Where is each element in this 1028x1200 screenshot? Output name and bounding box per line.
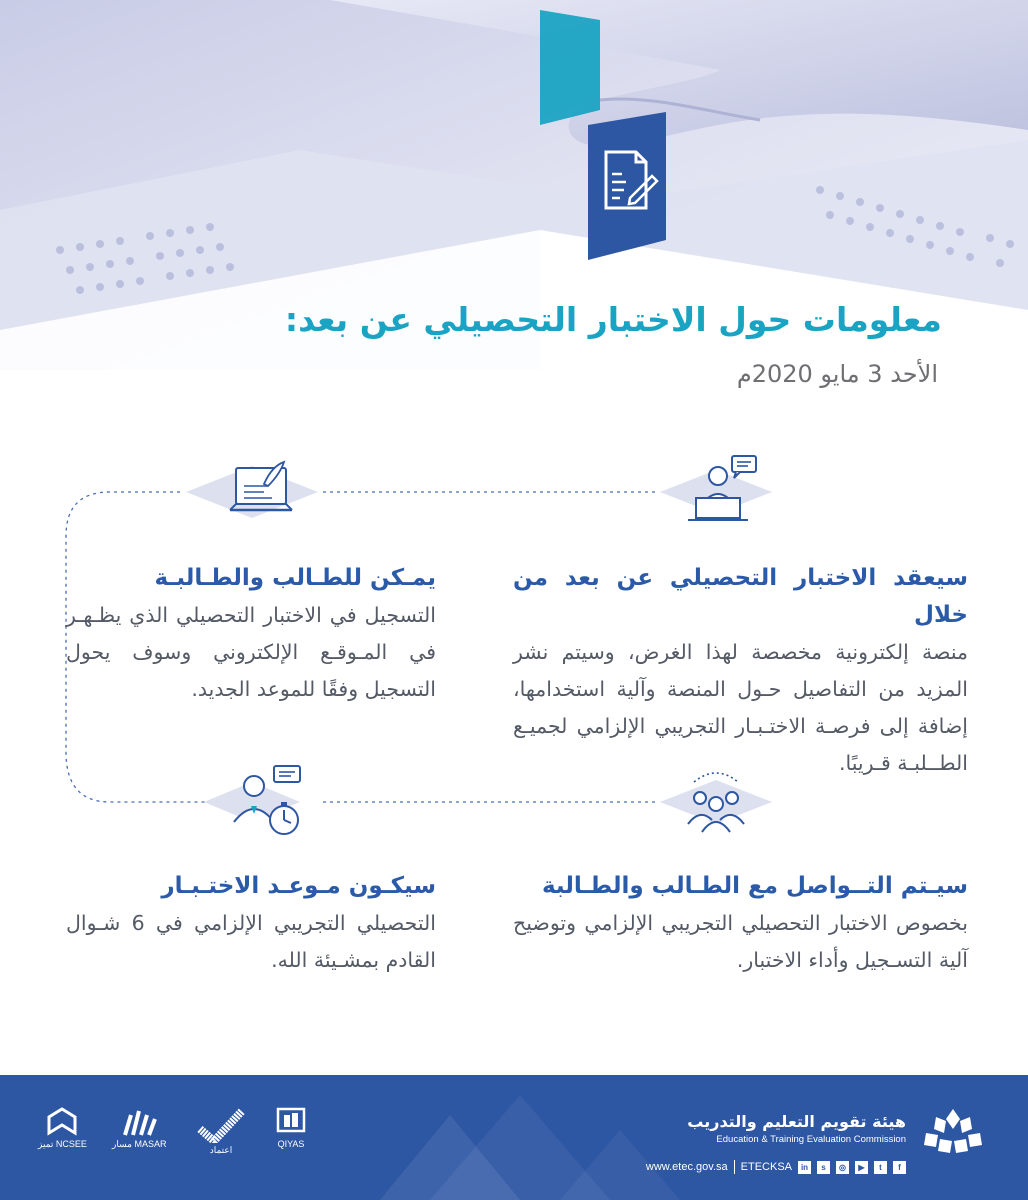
info-block-1-heading: سيعقد الاختبار التحصيلي عن بعد من خلال [513, 565, 968, 628]
masar-icon [119, 1107, 159, 1137]
partner-logo-qiyas: QIYAS [276, 1107, 306, 1149]
page-date: الأحد 3 مايو 2020م [736, 360, 938, 388]
info-block-3 [513, 868, 968, 979]
page-title: معلومات حول الاختبار التحصيلي عن بعد: [284, 300, 942, 339]
clock-person-icon [226, 762, 316, 842]
linkedin-icon[interactable]: in [798, 1161, 811, 1174]
partner-logo-ncsee: تميز NCSEE [38, 1107, 87, 1150]
partner-logo-masar: مسار MASAR [112, 1107, 166, 1150]
info-block-2-heading: يمـكن للطـالب والطـالبـة [154, 565, 436, 591]
instagram-icon[interactable]: ◎ [836, 1161, 849, 1174]
document-edit-icon [600, 150, 660, 220]
info-block-3-heading: سيـتم التــواصل مع الطـالب والطـالبة [541, 873, 968, 899]
facebook-icon[interactable]: f [893, 1161, 906, 1174]
org-name-ar: هيئة تقويم التعليم والتدريب [687, 1112, 906, 1131]
info-block-2-body: التسجيل في الاختبار التحصيلي الذي يظـهـر في المـوقـع الإلكتروني وسوف يحول التسجيل وفقًا للموعد الجديد. [66, 603, 436, 701]
info-block-4-heading: سيكـون مـوعـد الاختـبـار [161, 873, 436, 899]
etec-logo-icon [918, 1105, 988, 1165]
org-name-en: Education & Training Evaluation Commission [716, 1134, 906, 1145]
online-tester-icon [682, 452, 762, 527]
etimad-icon [196, 1107, 246, 1143]
social-bar [646, 1160, 906, 1174]
info-block-4-body: التحصيلي التجريبي الإلزامي في 6 شـوال القادم بمشـيئة الله. [66, 911, 436, 972]
snapchat-icon[interactable]: s [817, 1161, 830, 1174]
info-block-2 [66, 560, 436, 708]
info-block-3-body: بخصوص الاختبار التحصيلي التجريبي الإلزامي وتوضيح آلية التسـجيل وأداء الاختبار. [513, 911, 968, 972]
footer [0, 1075, 1028, 1200]
info-block-4 [66, 868, 436, 979]
org-brand [687, 1112, 906, 1145]
social-handle[interactable]: ETECKSA [740, 1161, 792, 1173]
partner-logo-etimad: اعتماد [196, 1107, 246, 1156]
youtube-icon[interactable]: ▶ [855, 1161, 868, 1174]
laptop-writing-icon [228, 460, 308, 525]
ncsee-icon [47, 1107, 77, 1137]
info-block-1 [513, 560, 968, 782]
qiyas-icon [276, 1107, 306, 1137]
website-link[interactable]: www.etec.gov.sa [645, 1161, 728, 1173]
twitter-icon[interactable]: t [874, 1161, 887, 1174]
info-block-1-body: منصة إلكترونية مخصصة لهذا الغرض، وسيتم نشر المزيد من التفاصيل حـول المنصة وآلية استخدامها، إضافة إلى فرصـة الاختـبـار التجريبي الإلزامي لجميـع الطــلبـة قـريبًا. [513, 640, 968, 775]
